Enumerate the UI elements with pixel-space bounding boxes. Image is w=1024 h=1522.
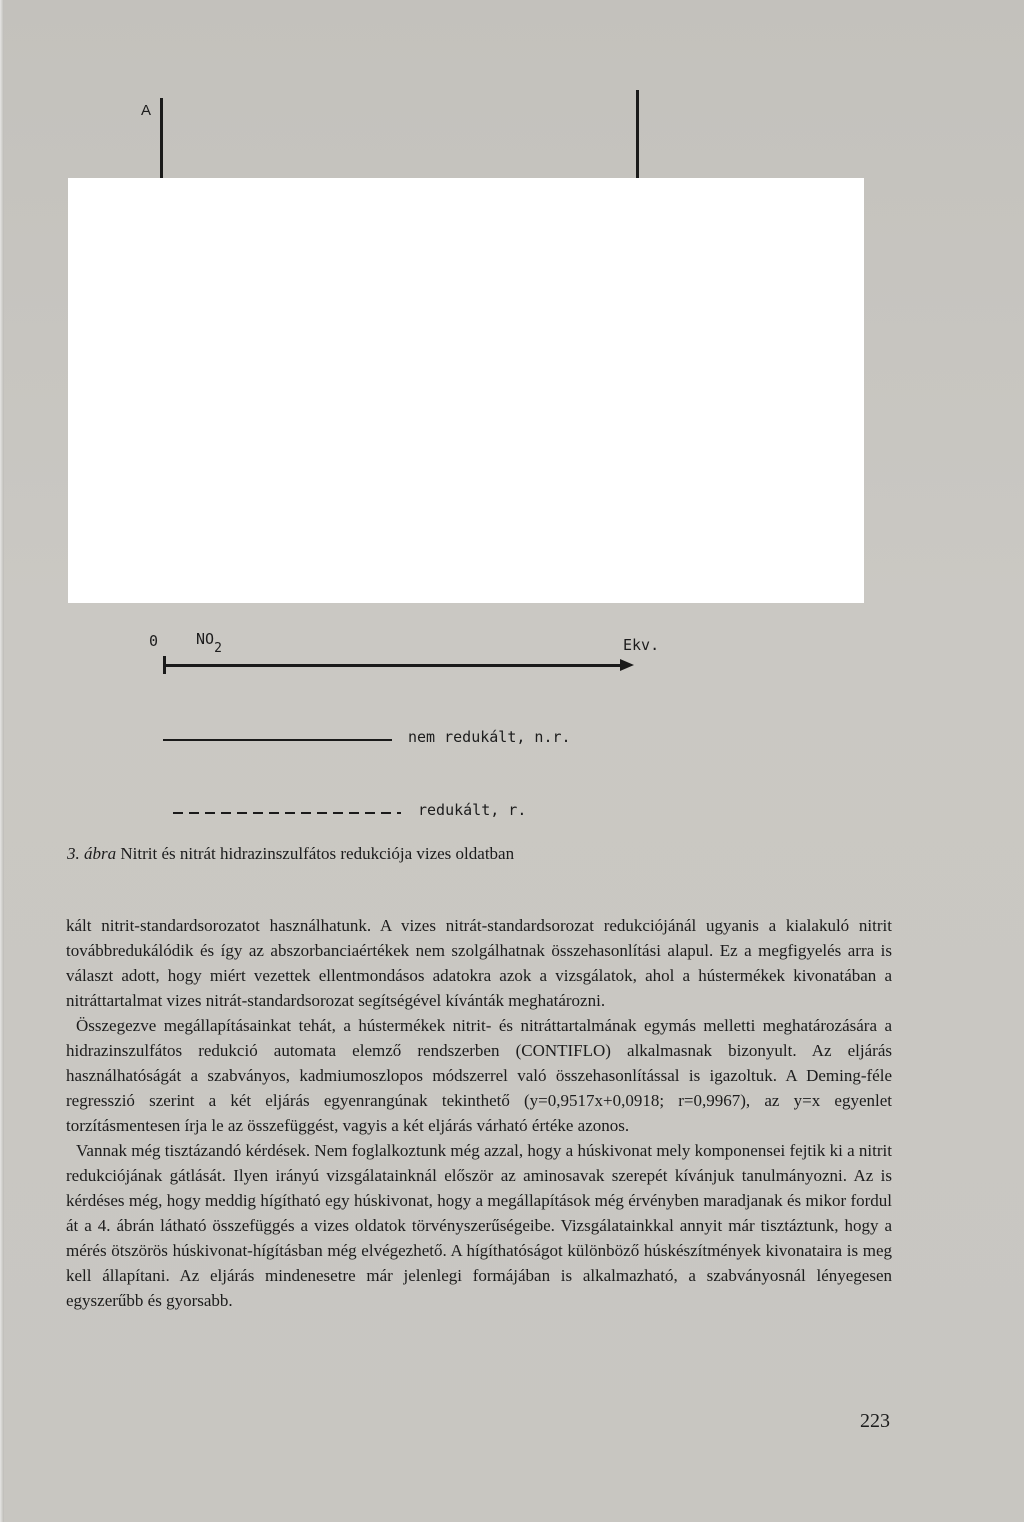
caption-number: 3. ábra <box>67 844 117 863</box>
paragraph: kált nitrit-standardsorozatot használhatunk. A vizes nitrát-standardsorozat redukciójánál ugyanis a kialakuló nitrit továbbredukálódik és így az abszorbanciaértékek nem szolgálhatnak összehasonlítási alapul. Ez a megfigyelés arra is választ adott, hogy miért vezettek ellentmondásos adatokra azok a vizsgálatok, ahol a hústermékek kivonatában a nitráttartalmat vizes nitrát-standardsorozat segítségével kívánták meghatározni. <box>66 916 892 1010</box>
body-text <box>66 913 892 1313</box>
figure-caption <box>67 843 887 865</box>
label-zero: 0 <box>149 632 159 650</box>
legend-solid-label: nem redukált, n.r. <box>408 728 571 746</box>
axis-letter: A <box>141 102 152 119</box>
label-ekv: Ekv. <box>623 636 660 654</box>
figure <box>60 60 940 840</box>
redacted-figure-area <box>68 178 864 603</box>
legend-solid-line <box>163 739 392 741</box>
arrow-head-icon <box>620 659 634 671</box>
paragraph: Vannak még tisztázandó kérdések. Nem foglalkoztunk még azzal, hogy a húskivonat mely komponensei fejtik ki a nitrit redukciójának gátlását. Ilyen irányú vizsgálatainknál először az aminosavak szerepét kívánjuk tanulmányozni. Az is kérdéses még, hogy meddig hígítható egy húskivonat, hogy a megállapítások még érvényben maradjanak és mikor fordul át a 4. ábrán látható összefüggés a vizes oldatok törvényszerűségeibe. Vizsgálatainkkal annyit már tisztáztunk, hogy a mérés ötszörös húskivonat-hígításban még elvégezhető. A hígíthatóságot különböző húskészítmények kivonataira is meg kell állapítani. Az eljárás mindenesetre már jelenlegi formájában is alkalmazható, a szabványosnál lényegesen egyszerűbb és gyorsabb. <box>66 1141 892 1310</box>
label-no2-sub: 2 <box>214 641 222 656</box>
caption-text: Nitrit és nitrát hidrazinszulfátos redukciója vizes oldatban <box>120 844 515 863</box>
page-number: 223 <box>860 1410 890 1432</box>
label-no2 <box>196 630 222 656</box>
vertical-marker-left <box>160 98 163 178</box>
arrow-line <box>164 664 624 667</box>
page-edge <box>0 0 4 1522</box>
legend-dashed-line <box>173 812 401 814</box>
paragraph: Összegezve megállapításainkat tehát, a hústermékek nitrit- és nitráttartalmának egymás melletti meghatározására a hidrazinszulfátos redukció automata elemző rendszerben (CONTIFLO) alkalmasnak bizonyult. Az eljárás használhatóságát a szabványos, kadmiumoszlopos módszerrel való összehasonlítással is igazoltuk. A Deming-féle regresszió szerint a két eljárás egyenrangúnak tekinthető (y=0,9517x+0,0918; r=0,9967), az y=x egyenlet torzításmentesen írja le az összefüggést, vagyis a két eljárás várható értéke azonos. <box>66 1016 892 1135</box>
vertical-marker-right <box>636 90 639 180</box>
label-no2-main: NO <box>196 630 215 648</box>
legend-dashed-label: redukált, r. <box>418 801 527 819</box>
